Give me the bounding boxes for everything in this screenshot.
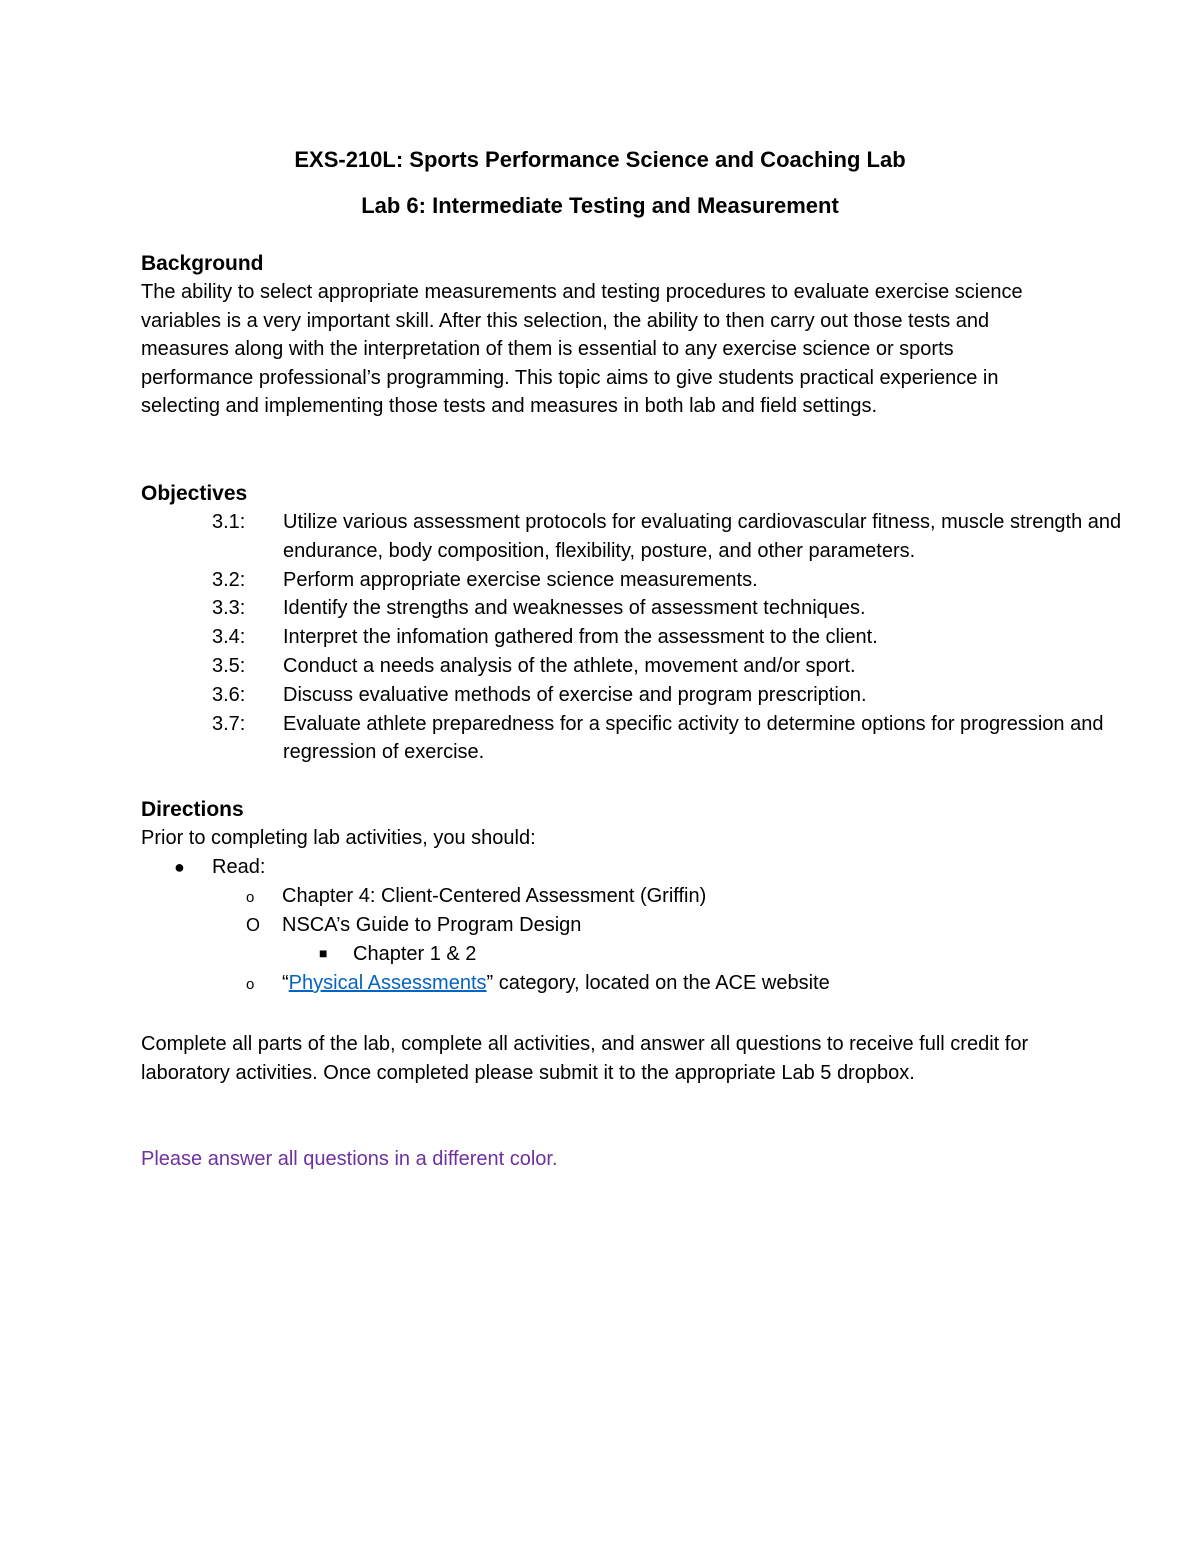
bullet-square-icon: ■ <box>319 945 328 961</box>
list-item <box>141 969 1071 998</box>
objective-text: Discuss evaluative methods of exercise and program prescription. <box>283 683 867 706</box>
objective-item <box>212 710 1143 768</box>
objective-text: Utilize various assessment protocols for evaluating cardiovascular fitness, muscle strength and endurance, body composition, flexibility, posture, and other parameters. <box>283 511 1122 562</box>
directions-intro: Prior to completing lab activities, you should: <box>141 827 536 849</box>
completion-instructions <box>141 1030 1071 1087</box>
chapter4-reading: Chapter 4: Client-Centered Assessment (Griffin) <box>282 885 707 907</box>
physical-assessments-link[interactable]: Physical Assessments <box>288 972 487 994</box>
ace-rest: ” category, located on the ACE website <box>486 972 830 994</box>
directions-section <box>141 795 1071 998</box>
objective-item <box>212 652 1143 681</box>
objectives-list <box>141 508 1122 767</box>
objective-number: 3.7: <box>212 712 246 735</box>
bullet-circle-icon: o <box>246 889 255 906</box>
list-item <box>141 911 1071 940</box>
directions-heading: Directions <box>141 798 244 821</box>
objectives-section <box>141 479 1122 767</box>
objective-number: 3.4: <box>212 626 246 649</box>
objective-item <box>212 623 1143 652</box>
bullet-circle-icon: O <box>246 915 261 935</box>
course-title: EXS-210L: Sports Performance Science and Coaching Lab <box>294 147 906 172</box>
objective-number: 3.5: <box>212 654 246 677</box>
background-section <box>141 249 1071 421</box>
objective-number: 3.2: <box>212 568 246 591</box>
objectives-heading: Objectives <box>141 482 248 505</box>
objective-number: 3.3: <box>212 597 246 620</box>
list-item <box>141 882 1071 911</box>
objective-item <box>212 594 1143 623</box>
nsca-chapters: Chapter 1 & 2 <box>353 943 477 965</box>
read-label: Read: <box>212 856 266 878</box>
nsca-reading: NSCA’s Guide to Program Design <box>282 914 582 936</box>
objective-number: 3.1: <box>212 511 246 533</box>
objective-text: Identify the strengths and weaknesses of assessment techniques. <box>283 597 866 620</box>
lab-title: Lab 6: Intermediate Testing and Measurement <box>361 193 839 218</box>
answer-color-note: Please answer all questions in a different color. <box>141 1148 558 1170</box>
objective-text: Evaluate athlete preparedness for a specific activity to determine options for progression and regression of exercise. <box>283 712 1104 764</box>
list-item <box>141 853 1071 882</box>
objective-number: 3.6: <box>212 683 246 706</box>
background-heading: Background <box>141 252 264 275</box>
bullet-circle-icon: o <box>246 976 255 993</box>
ace-open-quote: “ <box>282 972 289 994</box>
background-text: The ability to select appropriate measurements and testing procedures to evaluate exercise science variables is a very important skill. After this selection, the ability to then carry out those tests and measures along with the interpretation of them is essential to any exercise science or sports performance professional’s programming. This topic aims to give students practical experience in selecting and implementing those tests and measures in both lab and field settings. <box>141 281 1023 418</box>
bullet-dot-icon: ● <box>174 857 185 877</box>
objective-item <box>212 681 1143 710</box>
completion-text: Complete all parts of the lab, complete all activities, and answer all questions to receive full credit for laboratory activities. Once completed please submit it to the appropriate Lab 5 dropbox. <box>141 1033 1029 1084</box>
objective-text: Perform appropriate exercise science measurements. <box>283 568 758 591</box>
objective-text: Conduct a needs analysis of the athlete, movement and/or sport. <box>283 654 856 677</box>
objective-text: Interpret the infomation gathered from the assessment to the client. <box>283 626 878 649</box>
list-item <box>141 940 1071 969</box>
objective-item <box>212 508 1143 566</box>
objective-item <box>212 566 1143 595</box>
